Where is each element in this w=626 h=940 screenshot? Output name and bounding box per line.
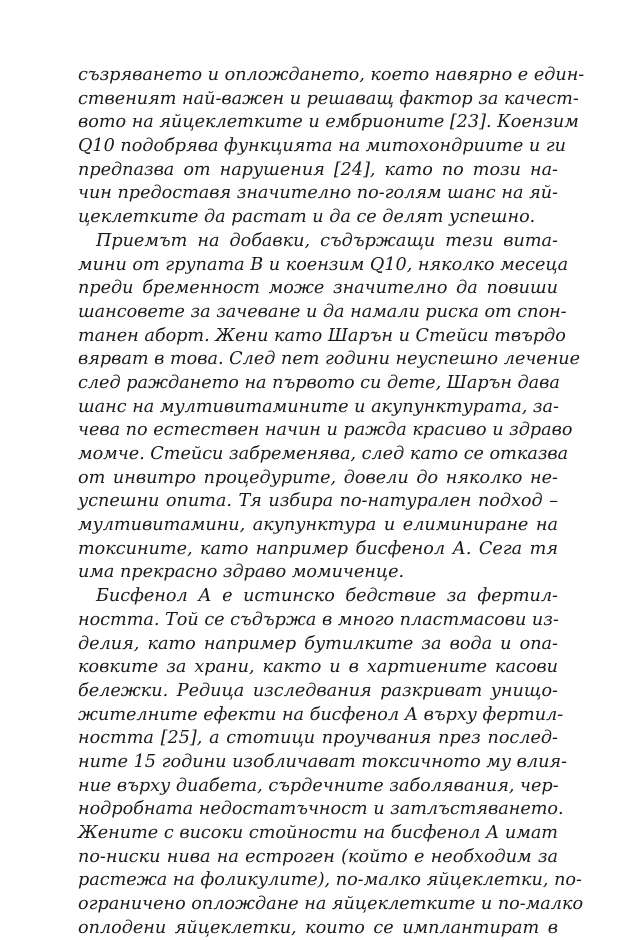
text-line: растежа на фоликулите), по-малко яйцеклетки, по- — [78, 870, 582, 891]
text-line: ограничено оплождане на яйцеклетките и по-малко — [78, 894, 584, 915]
paragraph — [78, 64, 585, 230]
text-line: шансовете за зачеване и да намали риска от спон- — [78, 301, 567, 322]
text-line: по-ниски нива на естроген (който е необходим за — [78, 846, 558, 867]
text-line: бележки. Редица изследвания разкриват унищо- — [78, 680, 558, 701]
text-line: преди бременност може значително да повиши — [78, 278, 558, 299]
text-line: ните 15 години изобличават токсичното му влия- — [78, 751, 568, 772]
text-line: ността. Той се съдържа в много пластмасови из- — [78, 609, 559, 630]
text-line: има прекрасно здраво момиченце. — [78, 562, 405, 583]
paragraph — [78, 230, 581, 585]
text-line: от инвитро процедурите, довели до няколко не- — [78, 467, 558, 488]
text-line: танен аборт. Жени като Шарън и Стейси твърдо — [78, 325, 566, 346]
text-line: оплодени яйцеклетки, които се имплантират в — [78, 917, 558, 938]
text-line: ние върху диабета, сърдечните заболявания, чер- — [78, 775, 559, 796]
text-line: нодробната недостатъчност и затлъстяването. — [78, 799, 564, 820]
text-line: ковките за храни, както и в хартиените касови — [78, 657, 558, 678]
text-line: чин предоставя значително по-голям шанс на яй- — [78, 183, 558, 204]
text-line: момче. Стейси забременява, след като се отказва — [78, 444, 569, 464]
text-line: Q10 подобрява функцията на митохондриите и ги — [78, 136, 567, 157]
text-line: ността [25], а стотици проучвания през послед- — [78, 728, 558, 749]
paragraph — [78, 585, 584, 940]
text-line: мини от групата B и коензим Q10, няколко месеца — [78, 254, 569, 275]
text-line: вото на яйцеклетките и ембрионите [23]. Коензим — [78, 112, 579, 133]
text-line: ственият най-важен и решаващ фактор за качест- — [78, 88, 579, 109]
text-line: шанс на мултивитамините и акупунктурата, за- — [78, 396, 559, 417]
text-line: Бисфенол А е истинско бедствие за фертил- — [96, 586, 558, 607]
text-line: Жените с високи стойности на бисфенол А имат — [78, 823, 558, 843]
text-line: предпазва от нарушения [24], като по този на- — [78, 159, 558, 180]
text-line: след раждането на първото си дете, Шарън дава — [78, 372, 560, 393]
text-line: цеклетките да растат и да се делят успешно. — [78, 207, 536, 228]
text-line: делия, като например бутилките за вода и опа- — [78, 633, 558, 654]
text-line: мултивитамини, акупунктура и елиминиране на — [78, 515, 558, 536]
text-line: чева по естествен начин и ражда красиво и здраво — [78, 420, 573, 441]
text-line: токсините, като например бисфенол А. Сега тя — [78, 538, 558, 559]
text-line: успешни опита. Тя избира по-натурален подход – — [78, 491, 558, 512]
text-line: вярват в това. След пет години неуспешно лечение — [78, 349, 581, 370]
document-page — [78, 64, 585, 940]
text-line: Приемът на добавки, съдържащи тези вита- — [96, 230, 558, 251]
text-line: жителните ефекти на бисфенол А върху фертил- — [78, 704, 564, 725]
text-line: съзряването и оплождането, което навярно е един- — [78, 65, 585, 85]
